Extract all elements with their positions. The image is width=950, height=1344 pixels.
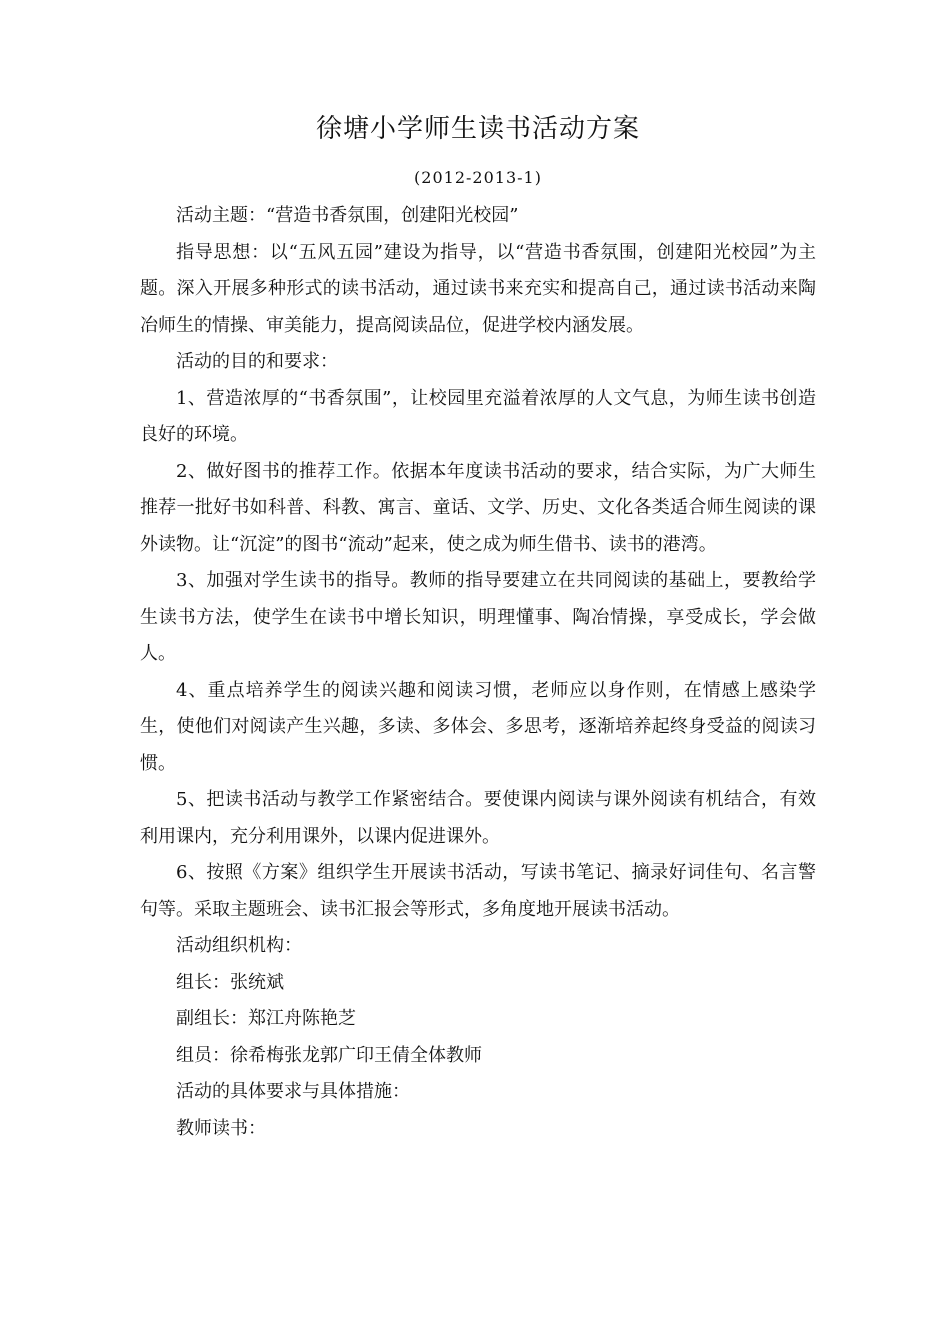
paragraph-goals-heading: 活动的目的和要求： <box>176 351 338 372</box>
paragraph-goal-1: 1、营造浓厚的“书香氛围”，让校园里充溢着浓厚的人文气息，为师生读书创造良好的环境。 <box>140 387 816 445</box>
paragraph-goal-2: 2、做好图书的推荐工作。依据本年度读书活动的要求，结合实际，为广大师生推荐一批好书如科普、科教、寓言、童话、文学、历史、文化各类适合师生阅读的课外读物。让“沉淀”的图书“流动”起来，使之成为师生借书、读书的港湾。 <box>140 460 816 555</box>
paragraph-guiding-idea: 指导思想：以“五风五园”建设为指导，以“营造书香氛围，创建阳光校园”为主题。深入开展多种形式的读书活动，通过读书来充实和提高自己，通过读书活动来陶冶师生的情操、审美能力，提高阅读品位，促进学校内涵发展。 <box>140 241 816 336</box>
paragraph-theme: 活动主题：“营造书香氛围，创建阳光校园” <box>176 205 519 226</box>
paragraph-deputy-leaders: 副组长：郑江舟陈艳芝 <box>176 1008 356 1029</box>
paragraph-group-leader: 组长：张统斌 <box>176 971 284 993</box>
paragraph-teacher-reading: 教师读书： <box>176 1117 266 1139</box>
document-subtitle: (2012-2013-1) <box>414 168 542 187</box>
paragraph-goal-3: 3、加强对学生读书的指导。教师的指导要建立在共同阅读的基础上，要教给学生读书方法，使学生在读书中增长知识，明理懂事、陶冶情操，享受成长，学会做人。 <box>140 570 816 664</box>
paragraph-goal-4: 4、重点培养学生的阅读兴趣和阅读习惯，老师应以身作则，在情感上感染学生，使他们对阅读产生兴趣，多读、多体会、多思考，逐渐培养起终身受益的阅读习惯。 <box>140 679 816 774</box>
document-title: 徐塘小学师生读书活动方案 <box>315 114 640 144</box>
paragraph-measures-heading: 活动的具体要求与具体措施： <box>176 1081 410 1102</box>
document-page <box>140 100 816 1147</box>
paragraph-goal-5: 5、把读书活动与教学工作紧密结合。要使课内阅读与课外阅读有机结合，有效利用课内，充分利用课外，以课内促进课外。 <box>140 789 816 847</box>
paragraph-members: 组员：徐希梅张龙郭广印王倩全体教师 <box>176 1044 482 1066</box>
paragraph-organization-heading: 活动组织机构： <box>176 935 302 956</box>
paragraph-goal-6: 6、按照《方案》组织学生开展读书活动，写读书笔记、摘录好词佳句、名言警句等。采取主题班会、读书汇报会等形式，多角度地开展读书活动。 <box>140 862 816 920</box>
